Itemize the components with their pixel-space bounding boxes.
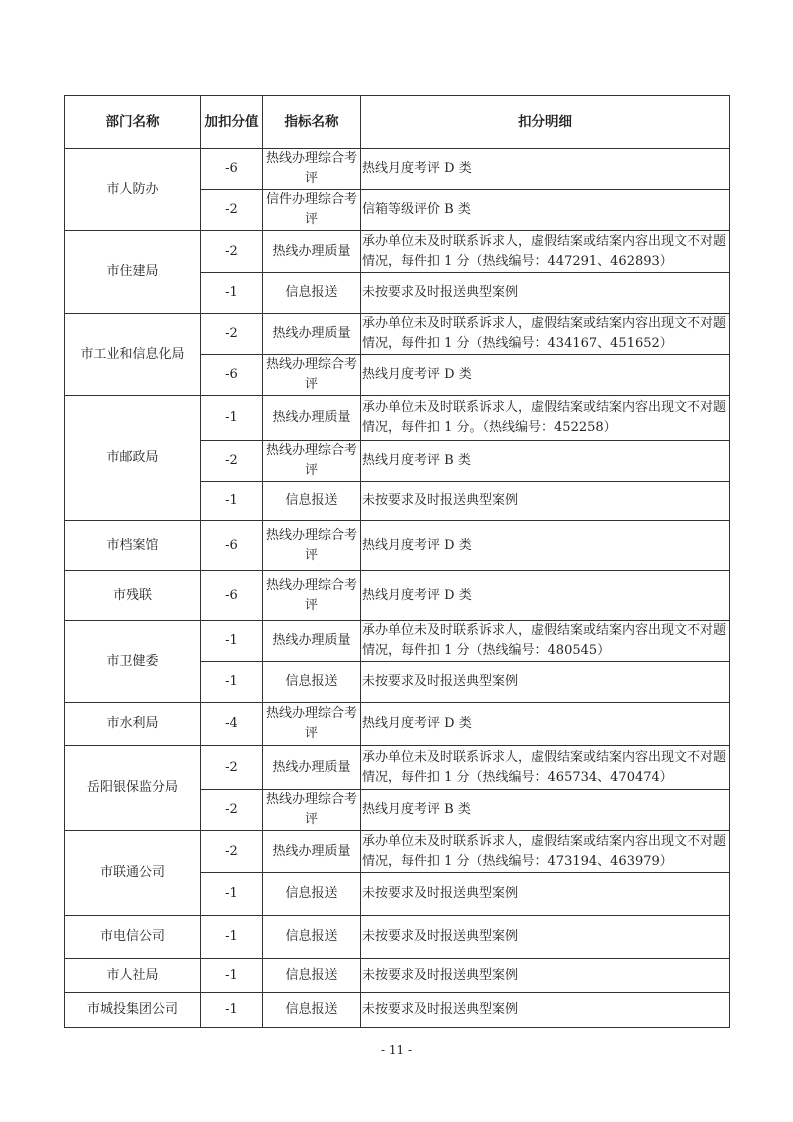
detail-cell: 承办单位未及时联系诉求人，虚假结案或结案内容出现文不对题情况，每件扣 1 分（热线编号：473194、463979）: [361, 831, 730, 873]
indicator-cell: 信件办理综合考评: [263, 190, 361, 231]
indicator-cell: 热线办理质量: [263, 396, 361, 441]
indicator-cell: 热线办理质量: [263, 314, 361, 355]
score-cell: -1: [201, 993, 263, 1028]
indicator-cell: 热线办理综合考评: [263, 149, 361, 190]
indicator-cell: 热线办理综合考评: [263, 355, 361, 396]
indicator-cell: 热线办理综合考评: [263, 790, 361, 831]
score-cell: -1: [201, 662, 263, 703]
table-row: [65, 703, 730, 746]
score-cell: -1: [201, 273, 263, 314]
score-cell: -1: [201, 396, 263, 441]
header-score: 加扣分值: [201, 96, 263, 149]
table-row: [65, 149, 730, 190]
indicator-cell: 热线办理综合考评: [263, 441, 361, 482]
indicator-cell: 热线办理综合考评: [263, 571, 361, 621]
detail-cell: 热线月度考评 D 类: [361, 571, 730, 621]
indicator-cell: 信息报送: [263, 273, 361, 314]
detail-cell: 未按要求及时报送典型案例: [361, 482, 730, 521]
score-cell: -2: [201, 314, 263, 355]
dept-cell: 市住建局: [65, 231, 201, 314]
detail-cell: 未按要求及时报送典型案例: [361, 993, 730, 1028]
table-row: [65, 746, 730, 790]
indicator-cell: 信息报送: [263, 993, 361, 1028]
detail-cell: 承办单位未及时联系诉求人，虚假结案或结案内容出现文不对题情况，每件扣 1 分（热线编号：465734、470474）: [361, 746, 730, 790]
score-cell: -6: [201, 521, 263, 571]
deduction-table: [64, 95, 730, 1028]
detail-cell: 信箱等级评价 B 类: [361, 190, 730, 231]
table-row: [65, 993, 730, 1028]
dept-cell: 市卫健委: [65, 621, 201, 703]
header-row: [65, 96, 730, 149]
score-cell: -4: [201, 703, 263, 746]
detail-cell: 未按要求及时报送典型案例: [361, 873, 730, 916]
indicator-cell: 热线办理综合考评: [263, 521, 361, 571]
header-dept: 部门名称: [65, 96, 201, 149]
score-cell: -6: [201, 571, 263, 621]
score-cell: -1: [201, 873, 263, 916]
score-cell: -2: [201, 746, 263, 790]
indicator-cell: 热线办理质量: [263, 831, 361, 873]
detail-cell: 未按要求及时报送典型案例: [361, 662, 730, 703]
score-cell: -2: [201, 190, 263, 231]
detail-cell: 热线月度考评 D 类: [361, 521, 730, 571]
dept-cell: 市残联: [65, 571, 201, 621]
detail-cell: 未按要求及时报送典型案例: [361, 273, 730, 314]
table-row: [65, 521, 730, 571]
score-cell: -6: [201, 149, 263, 190]
detail-cell: 承办单位未及时联系诉求人，虚假结案或结案内容出现文不对题情况，每件扣 1 分（热线编号：434167、451652）: [361, 314, 730, 355]
score-cell: -1: [201, 916, 263, 959]
score-cell: -2: [201, 831, 263, 873]
detail-cell: 承办单位未及时联系诉求人，虚假结案或结案内容出现文不对题情况，每件扣 1 分（热线编号：480545）: [361, 621, 730, 662]
dept-cell: 市人社局: [65, 959, 201, 993]
score-cell: -2: [201, 231, 263, 273]
score-cell: -6: [201, 355, 263, 396]
score-cell: -1: [201, 959, 263, 993]
page-number: - 11 -: [380, 1043, 412, 1057]
detail-cell: 未按要求及时报送典型案例: [361, 916, 730, 959]
detail-cell: 热线月度考评 D 类: [361, 149, 730, 190]
dept-cell: 市联通公司: [65, 831, 201, 916]
table-row: [65, 959, 730, 993]
indicator-cell: 信息报送: [263, 959, 361, 993]
table-row: [65, 571, 730, 621]
indicator-cell: 热线办理质量: [263, 231, 361, 273]
header-indicator: 指标名称: [263, 96, 361, 149]
dept-cell: 市邮政局: [65, 396, 201, 521]
detail-cell: 热线月度考评 B 类: [361, 790, 730, 831]
dept-cell: 市城投集团公司: [65, 993, 201, 1028]
header-detail: 扣分明细: [361, 96, 730, 149]
score-cell: -2: [201, 441, 263, 482]
detail-cell: 承办单位未及时联系诉求人，虚假结案或结案内容出现文不对题情况，每件扣 1 分（热线编号：447291、462893）: [361, 231, 730, 273]
indicator-cell: 热线办理质量: [263, 621, 361, 662]
indicator-cell: 热线办理质量: [263, 746, 361, 790]
dept-cell: 市档案馆: [65, 521, 201, 571]
dept-cell: 岳阳银保监分局: [65, 746, 201, 831]
dept-cell: 市电信公司: [65, 916, 201, 959]
indicator-cell: 信息报送: [263, 662, 361, 703]
detail-cell: 承办单位未及时联系诉求人，虚假结案或结案内容出现文不对题情况，每件扣 1 分。（热线编号：452258）: [361, 396, 730, 441]
table-row: [65, 231, 730, 273]
dept-cell: 市人防办: [65, 149, 201, 231]
indicator-cell: 信息报送: [263, 482, 361, 521]
table-row: [65, 396, 730, 441]
detail-cell: 热线月度考评 B 类: [361, 441, 730, 482]
indicator-cell: 热线办理综合考评: [263, 703, 361, 746]
detail-cell: 未按要求及时报送典型案例: [361, 959, 730, 993]
indicator-cell: 信息报送: [263, 873, 361, 916]
score-cell: -1: [201, 621, 263, 662]
table-row: [65, 916, 730, 959]
table-row: [65, 831, 730, 873]
table-body: [65, 149, 730, 1028]
score-cell: -1: [201, 482, 263, 521]
table-row: [65, 314, 730, 355]
dept-cell: 市水利局: [65, 703, 201, 746]
detail-cell: 热线月度考评 D 类: [361, 703, 730, 746]
dept-cell: 市工业和信息化局: [65, 314, 201, 396]
table-row: [65, 621, 730, 662]
detail-cell: 热线月度考评 D 类: [361, 355, 730, 396]
score-cell: -2: [201, 790, 263, 831]
indicator-cell: 信息报送: [263, 916, 361, 959]
